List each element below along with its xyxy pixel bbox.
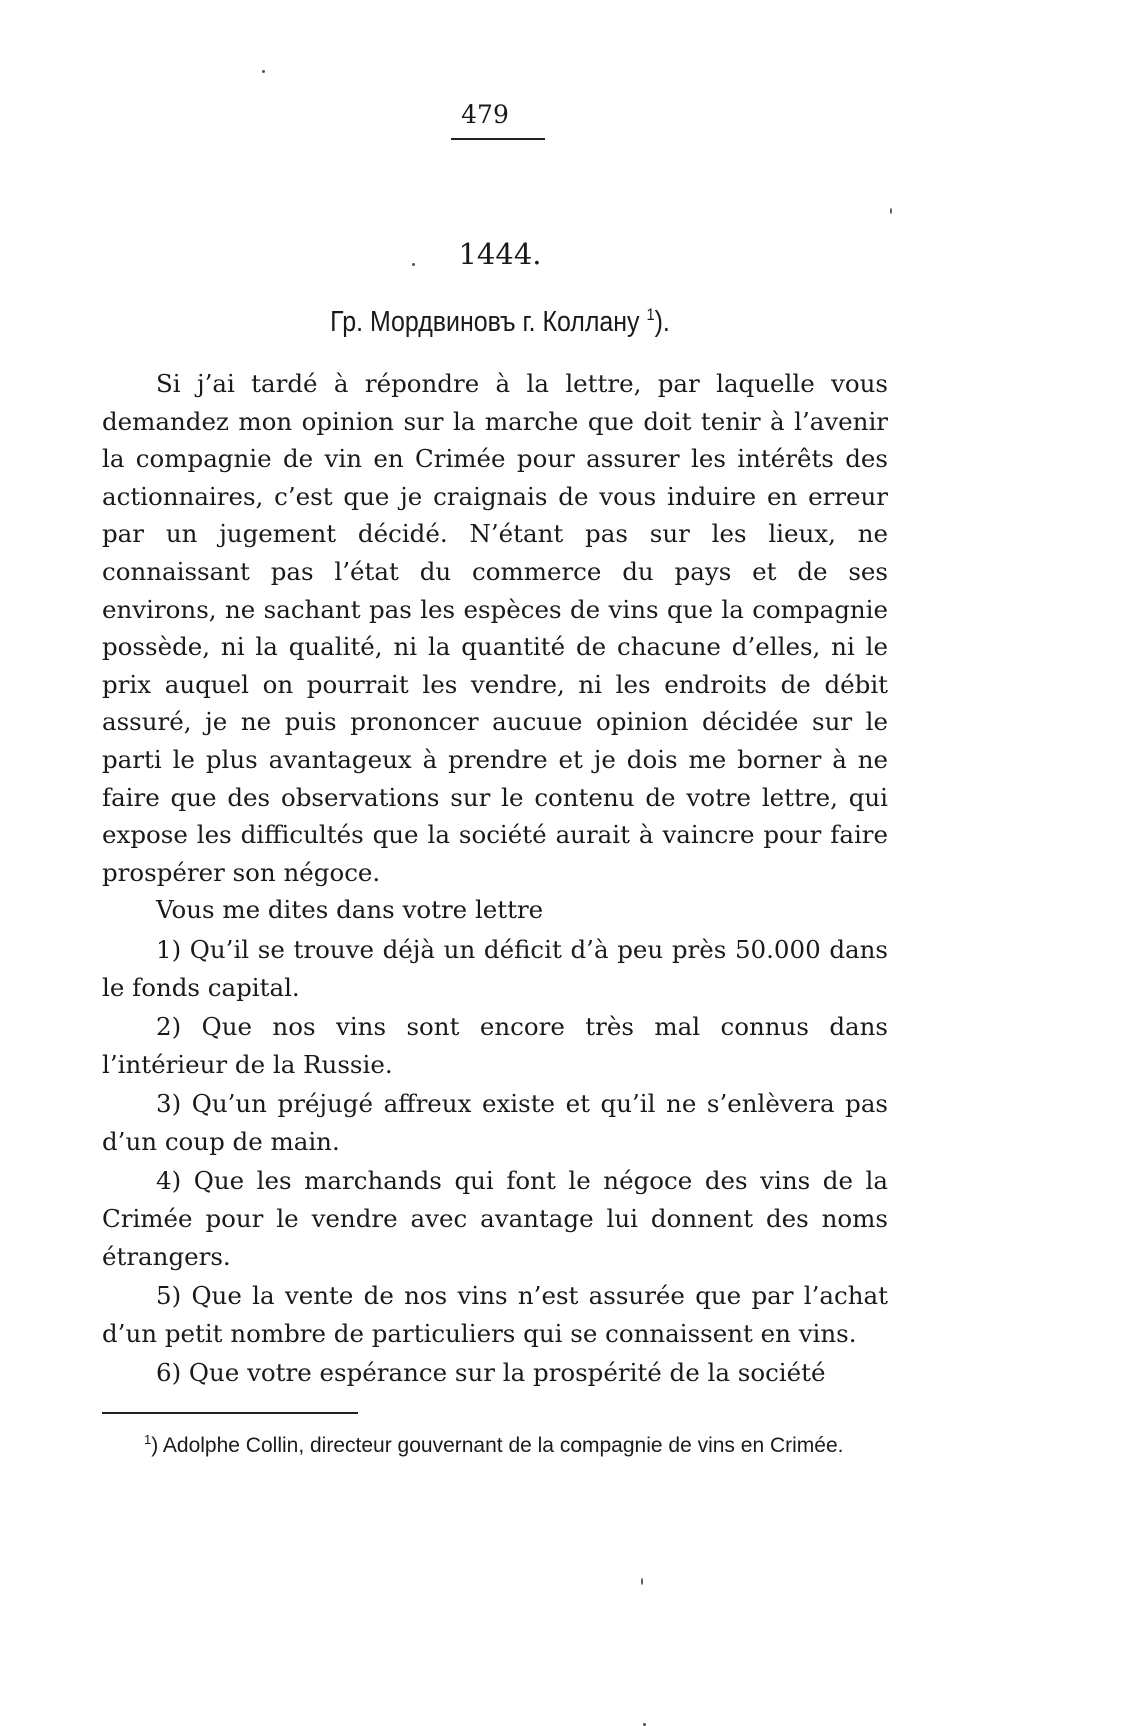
list-item: 2) Que nos vins sont encore très mal connus dans l’intérieur de la Russie. (102, 1012, 888, 1079)
body-paragraph: Si j’ai tardé à répondre à la lettre, par laquelle vous demandez mon opinion sur la marche que doit tenir à l’avenir la compagnie de vin en Crimée pour assurer les intérêts des actionnaires, c’est que je craignais de vous induire en erreur par un jugement décidé. N’étant pas sur les lieux, ne connaissant pas l’état du commerce du pays et de ses environs, ne sachant pas les espèces de vins que la compagnie possède, ni la qualité, ni la quantité de chacune d’elles, ni le prix auquel on pourrait les vendre, ni les endroits de débit assuré, je ne puis prononcer aucuue opinion décidée sur le parti le plus avantageux à prendre et je dois me borner à ne faire que des observations sur le contenu de votre lettre, qui expose les difficultés que la société aurait à vaincre pour faire prospérer son négoce. (102, 369, 888, 887)
footnote-rule (102, 1412, 358, 1414)
page-number: 479 (461, 100, 509, 129)
footnote-text: ) Adolphe Collin, directeur gouvernant de la compagnie de vins en Crimée. (151, 1434, 844, 1457)
heading-suffix: ). (654, 306, 670, 338)
page-number-rule (451, 138, 545, 140)
list-item: 4) Que les marchands qui font le négoce des vins de la Crimée pour le vendre avec avantage lui donnent des noms étrangers. (102, 1166, 888, 1271)
scan-speck (262, 70, 265, 73)
letter-heading (242, 304, 758, 340)
document-number: 1444. (458, 237, 542, 271)
scan-speck (890, 208, 892, 214)
list-item: 3) Qu’un préjugé affreux existe et qu’il ne s’enlèvera pas d’un coup de main. (102, 1089, 888, 1156)
scan-speck (412, 263, 415, 266)
footnote (102, 1430, 888, 1462)
list-item: 5) Que la vente de nos vins n’est assurée que par l’achat d’un petit nombre de particuliers qui se connaissent en vins. (102, 1281, 888, 1348)
footnote-mark: 1 (144, 1432, 152, 1447)
heading-text: Гр. Мордвиновъ г. Коллану (330, 306, 640, 338)
list-item: 1) Qu’il se trouve déjà un déficit d’à peu près 50.000 dans le fonds capital. (102, 934, 888, 1002)
scan-speck (641, 1578, 643, 1585)
letter-body (102, 365, 888, 1392)
body-intro: Vous me dites dans votre lettre (156, 895, 544, 925)
list-item: 6) Que votre espérance sur la prospérité de la société (156, 1358, 826, 1388)
heading-note-mark: 1 (646, 305, 655, 324)
